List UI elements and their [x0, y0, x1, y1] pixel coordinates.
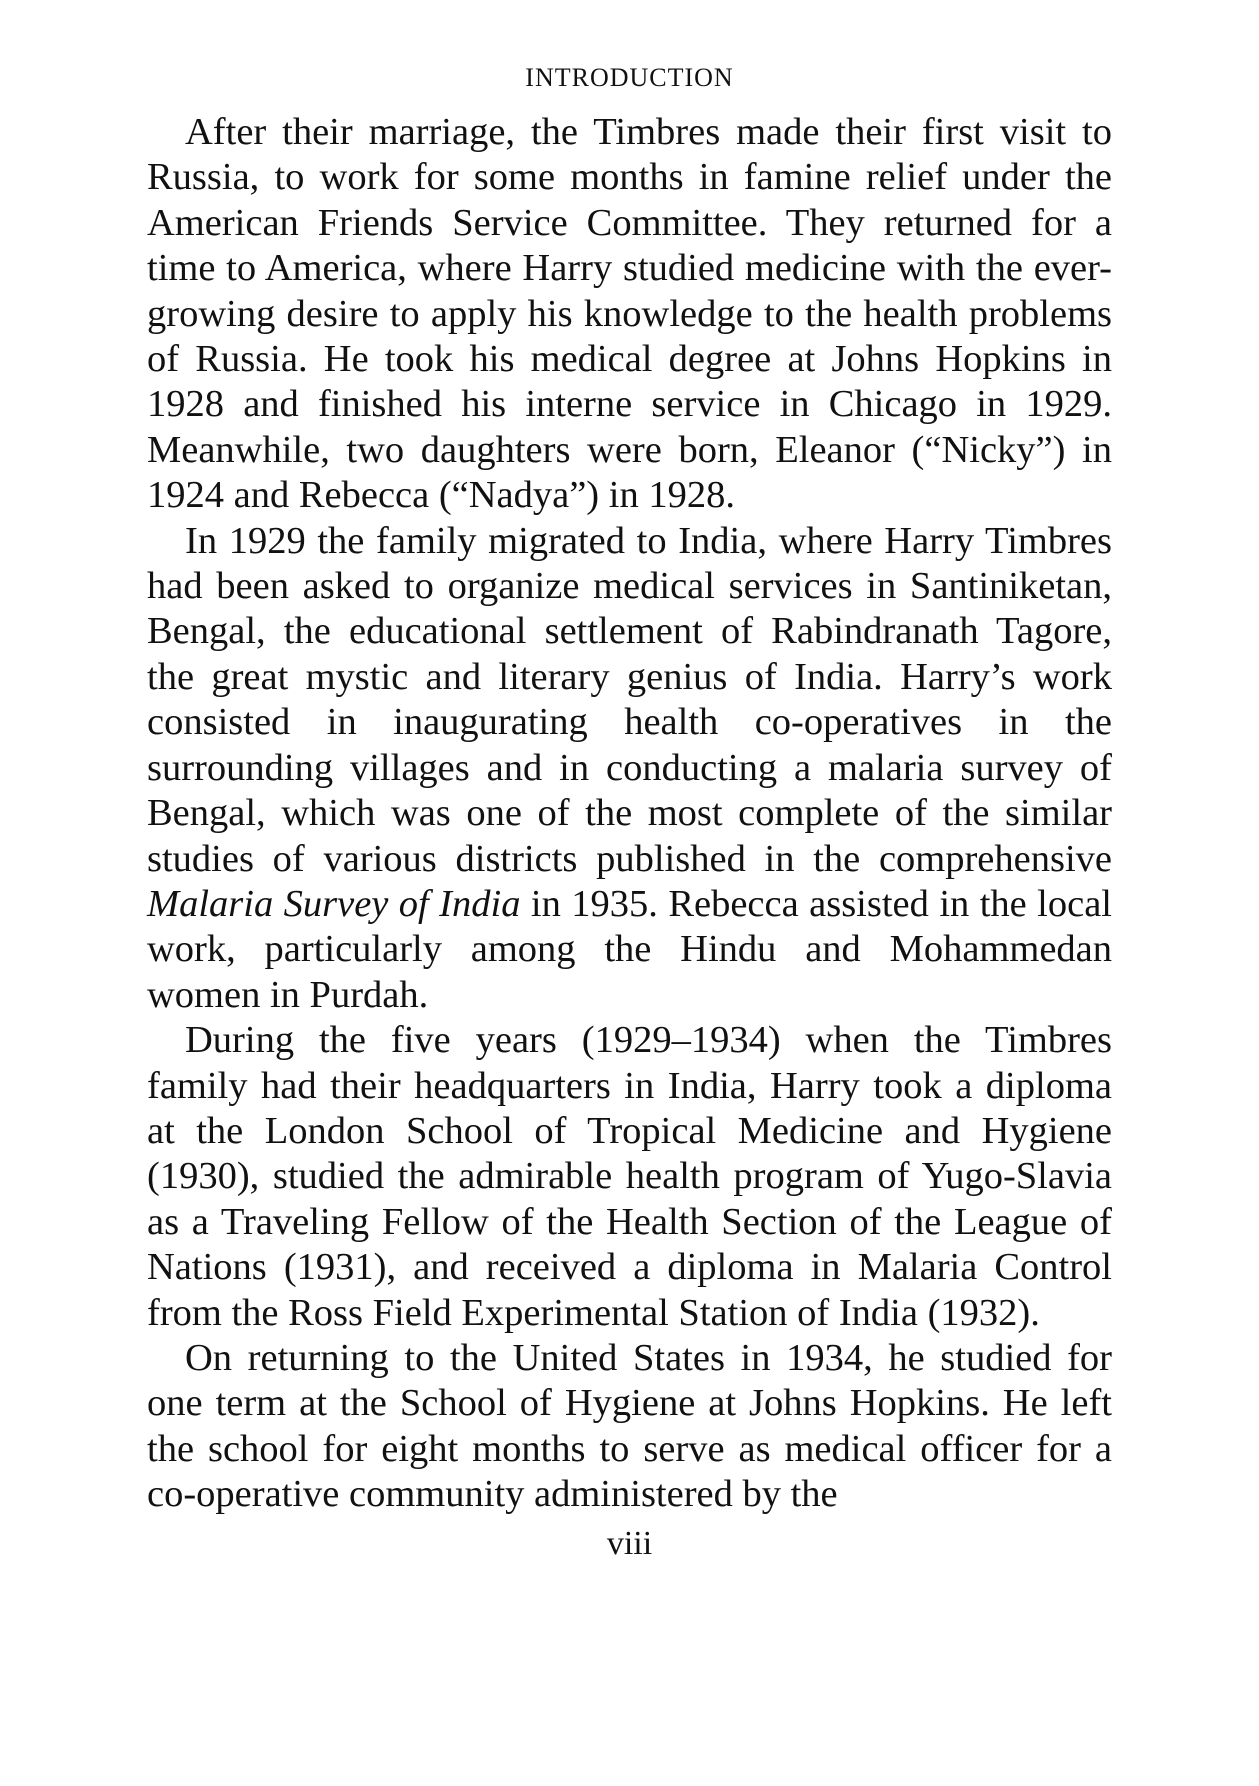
book-page	[147, 60, 1112, 1564]
running-head: INTRODUCTION	[525, 63, 734, 92]
book-title-malaria-survey: Malaria Survey of India	[147, 882, 521, 925]
paragraph-2-text-b: in 1935. Rebecca assisted in the local work, particularly among the Hindu and Mohammedan women in Purdah.	[147, 882, 1112, 1016]
paragraph-4-text: On returning to the United States in 1934, he studied for one term at the School of Hygiene at Johns Hopkins. He left the school for eight months to serve as medical officer for a co-operative community administered by the	[147, 1336, 1112, 1516]
paragraph-2-text-a: In 1929 the family migrated to India, where Harry Timbres had been asked to organize medical services in Santiniketan, Bengal, the educational settlement of Rabindranath Tagore, the great mystic and literary genius of India. Harry’s work consisted in inaugurating health co-operatives in the surrounding villages and in conducting a malaria survey of Bengal, which was one of the most complete of the similar studies of various districts published in the comprehensive	[147, 519, 1112, 880]
paragraph-3	[147, 1018, 1112, 1336]
paragraph-4	[147, 1336, 1112, 1518]
paragraph-1	[147, 110, 1112, 519]
paragraph-3-text: During the five years (1929–1934) when the Timbres family had their headquarters in India, Harry took a diploma at the London School of Tropical Medicine and Hygiene (1930), studied the admirable health program of Yugo-Slavia as a Traveling Fellow of the Health Section of the League of Nations (1931), and received a diploma in Malaria Control from the Ross Field Experimental Station of India (1932).	[147, 1019, 1112, 1334]
paragraph-1-text: After their marriage, the Timbres made their first visit to Russia, to work for some months in famine relief under the American Friends Service Committee. They returned for a time to America, where Harry studied medicine with the ever-growing desire to apply his knowledge to the health problems of Russia. He took his medical degree at Johns Hopkins in 1928 and finished his interne service in Chicago in 1929. Meanwhile, two daughters were born, Eleanor (“Nicky”) in 1924 and Rebecca (“Nadya”) in 1928.	[147, 111, 1112, 517]
page-number: viii	[606, 1524, 653, 1562]
body-text	[147, 110, 1112, 1518]
paragraph-2	[147, 519, 1112, 1018]
